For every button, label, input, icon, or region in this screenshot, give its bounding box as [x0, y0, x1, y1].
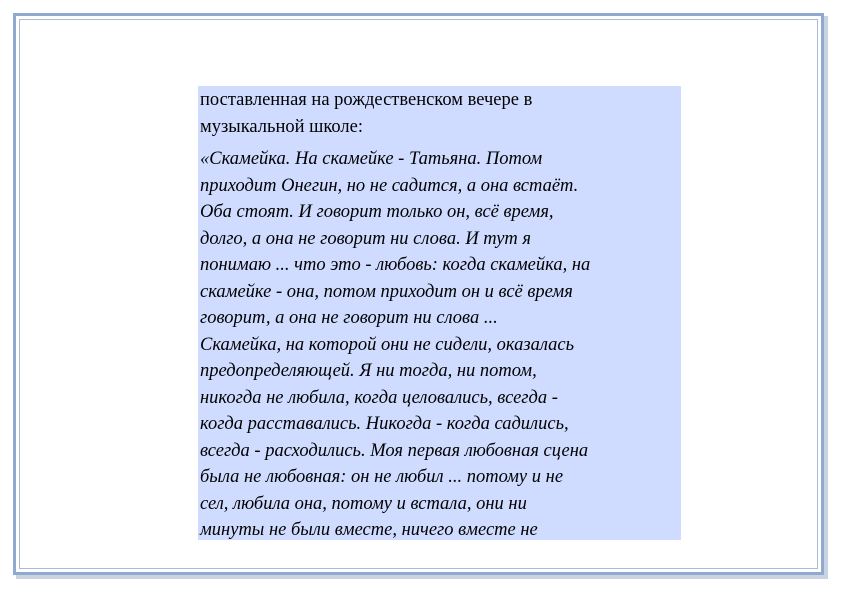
- quote-line: никогда не любила, когда целовались, всегда -: [200, 387, 558, 408]
- intro-line: музыкальной школе:: [200, 116, 364, 137]
- quote-line: минуты не были вместе, ничего вместе не: [200, 520, 538, 540]
- quote-line: приходит Онегин, но не садится, а она встаёт.: [200, 175, 579, 196]
- text-box: [198, 86, 681, 540]
- quote-line: всегда - расходились. Моя первая любовная сцена: [200, 440, 589, 461]
- frame-shadow: [824, 16, 828, 578]
- frame-shadow: [16, 575, 828, 579]
- quote-line: понимаю ... что это - любовь: когда скамейка, на: [200, 255, 591, 275]
- intro-line: поставленная на рождественском вечере в: [200, 90, 533, 110]
- quote-line: «Скамейка. На скамейке - Татьяна. Потом: [200, 149, 543, 169]
- intro-paragraph: [200, 87, 679, 140]
- quote-line: сел, любила она, потому и встала, они ни: [200, 493, 527, 514]
- quote-line: когда расставались. Никогда - когда садились,: [200, 414, 569, 434]
- quote-line: предопределяющей. Я ни тогда, ни потом,: [200, 361, 537, 381]
- quote-line: долго, а она не говорит ни слова. И тут я: [200, 228, 532, 249]
- quote-paragraph: [200, 146, 679, 540]
- quote-line: говорит, а она не говорит ни слова ...: [200, 308, 498, 328]
- quote-line: скамейке - она, потом приходит он и всё время: [200, 281, 573, 302]
- quote-line: Скамейка, на которой они не сидели, оказалась: [200, 334, 574, 355]
- quote-line: Оба стоят. И говорит только он, всё время,: [200, 202, 554, 222]
- quote-line: была не любовная: он не любил ... потому и не: [200, 467, 564, 487]
